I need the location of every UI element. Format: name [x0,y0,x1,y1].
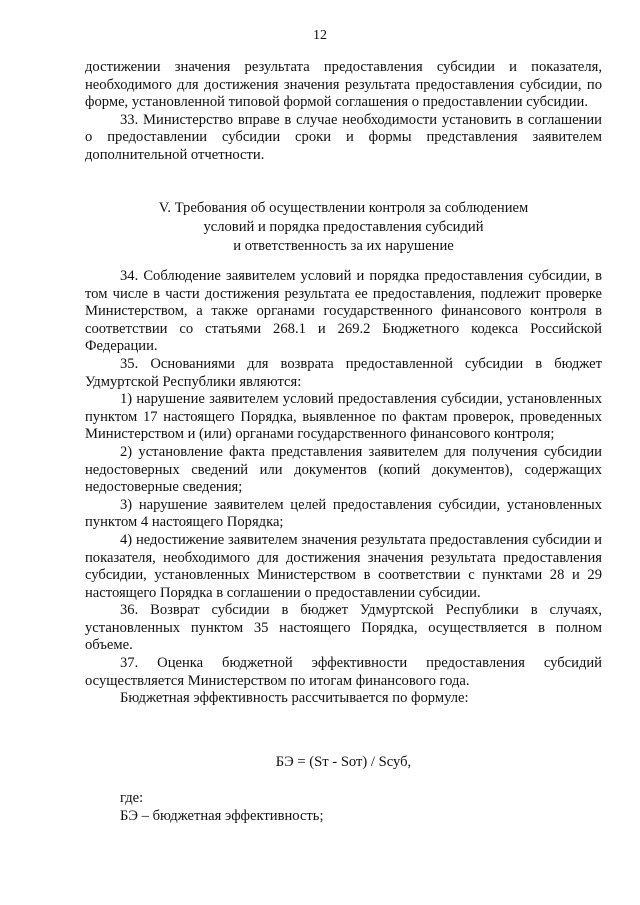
list-item-1: 1) нарушение заявителем условий предоставления субсидии, установленных пунктом 17 настоящего Порядка, выявленное по фактам проверок, проведенных Министерством и (или) органами государственного финансового контроля; [85,391,602,443]
paragraph-37: 37. Оценка бюджетной эффективности предоставления субсидий осуществляется Министерством по итогам финансового года. [85,655,602,689]
paragraph-36: 36. Возврат субсидии в бюджет Удмуртской Республики в случаях, установленных пунктом 35 настоящего Порядка, осуществляется в полном объеме. [85,602,602,654]
formula: БЭ = (Sт - Sот) / Sсуб, [275,754,412,770]
definition-be: БЭ – бюджетная эффективность; [120,807,324,824]
paragraph-34: 34. Соблюдение заявителем условий и порядка предоставления субсидии, в том числе в части достижения результата ее предоставления, подлежит проверке Министерством, а также органами государственного финансового контроля в соответствии со статьями 268.1 и 269.2 Бюджетного кодекса Российской Федерации. [85,268,602,355]
definitions-block [85,790,602,825]
paragraph-33: 33. Министерство вправе в случае необходимости установить в соглашении о предоставлении субсидии сроки и формы представления заявителем дополнительной отчетности. [85,111,602,163]
formula-intro: Бюджетная эффективность рассчитывается по формуле: [120,690,469,707]
where-label: где: [120,790,144,806]
list-item-4: 4) недостижение заявителем значения результата предоставления субсидии и показателя, необходимого для достижения значения результата предоставления субсидии, установленных Министерством в соответствии с пунктами 28 и 29 настоящего Порядка в соглашении о предоставлении субсидии. [85,531,602,601]
paragraph-continuation: достижении значения результата предоставления субсидии и показателя, необходимого для достижения значения результата предоставления субсидии, по форме, установленной типовой формой соглашения о предоставлении субсидии. [85,59,602,111]
formula-block [85,754,602,772]
section-heading [85,199,602,256]
heading-line-3: и ответственность за их нарушение [233,238,454,254]
page-number: 12 [313,28,327,43]
list-item-2: 2) установление факта представления заявителем для получения субсидии недостоверных сведений или документов (копий документов), содержащих недостоверные сведения; [85,443,602,496]
top-text-block [85,59,602,165]
heading-line-1: V. Требования об осуществлении контроля за соблюдением [158,200,529,216]
paragraph-35: 35. Основаниями для возврата предоставленной субсидии в бюджет Удмуртской Республики являются: [85,355,602,390]
heading-line-2: условий и порядка предоставления субсидий [203,219,484,235]
main-text-block [85,268,602,708]
list-item-3: 3) нарушение заявителем целей предоставления субсидии, установленных пунктом 4 настоящего Порядка; [85,496,602,531]
